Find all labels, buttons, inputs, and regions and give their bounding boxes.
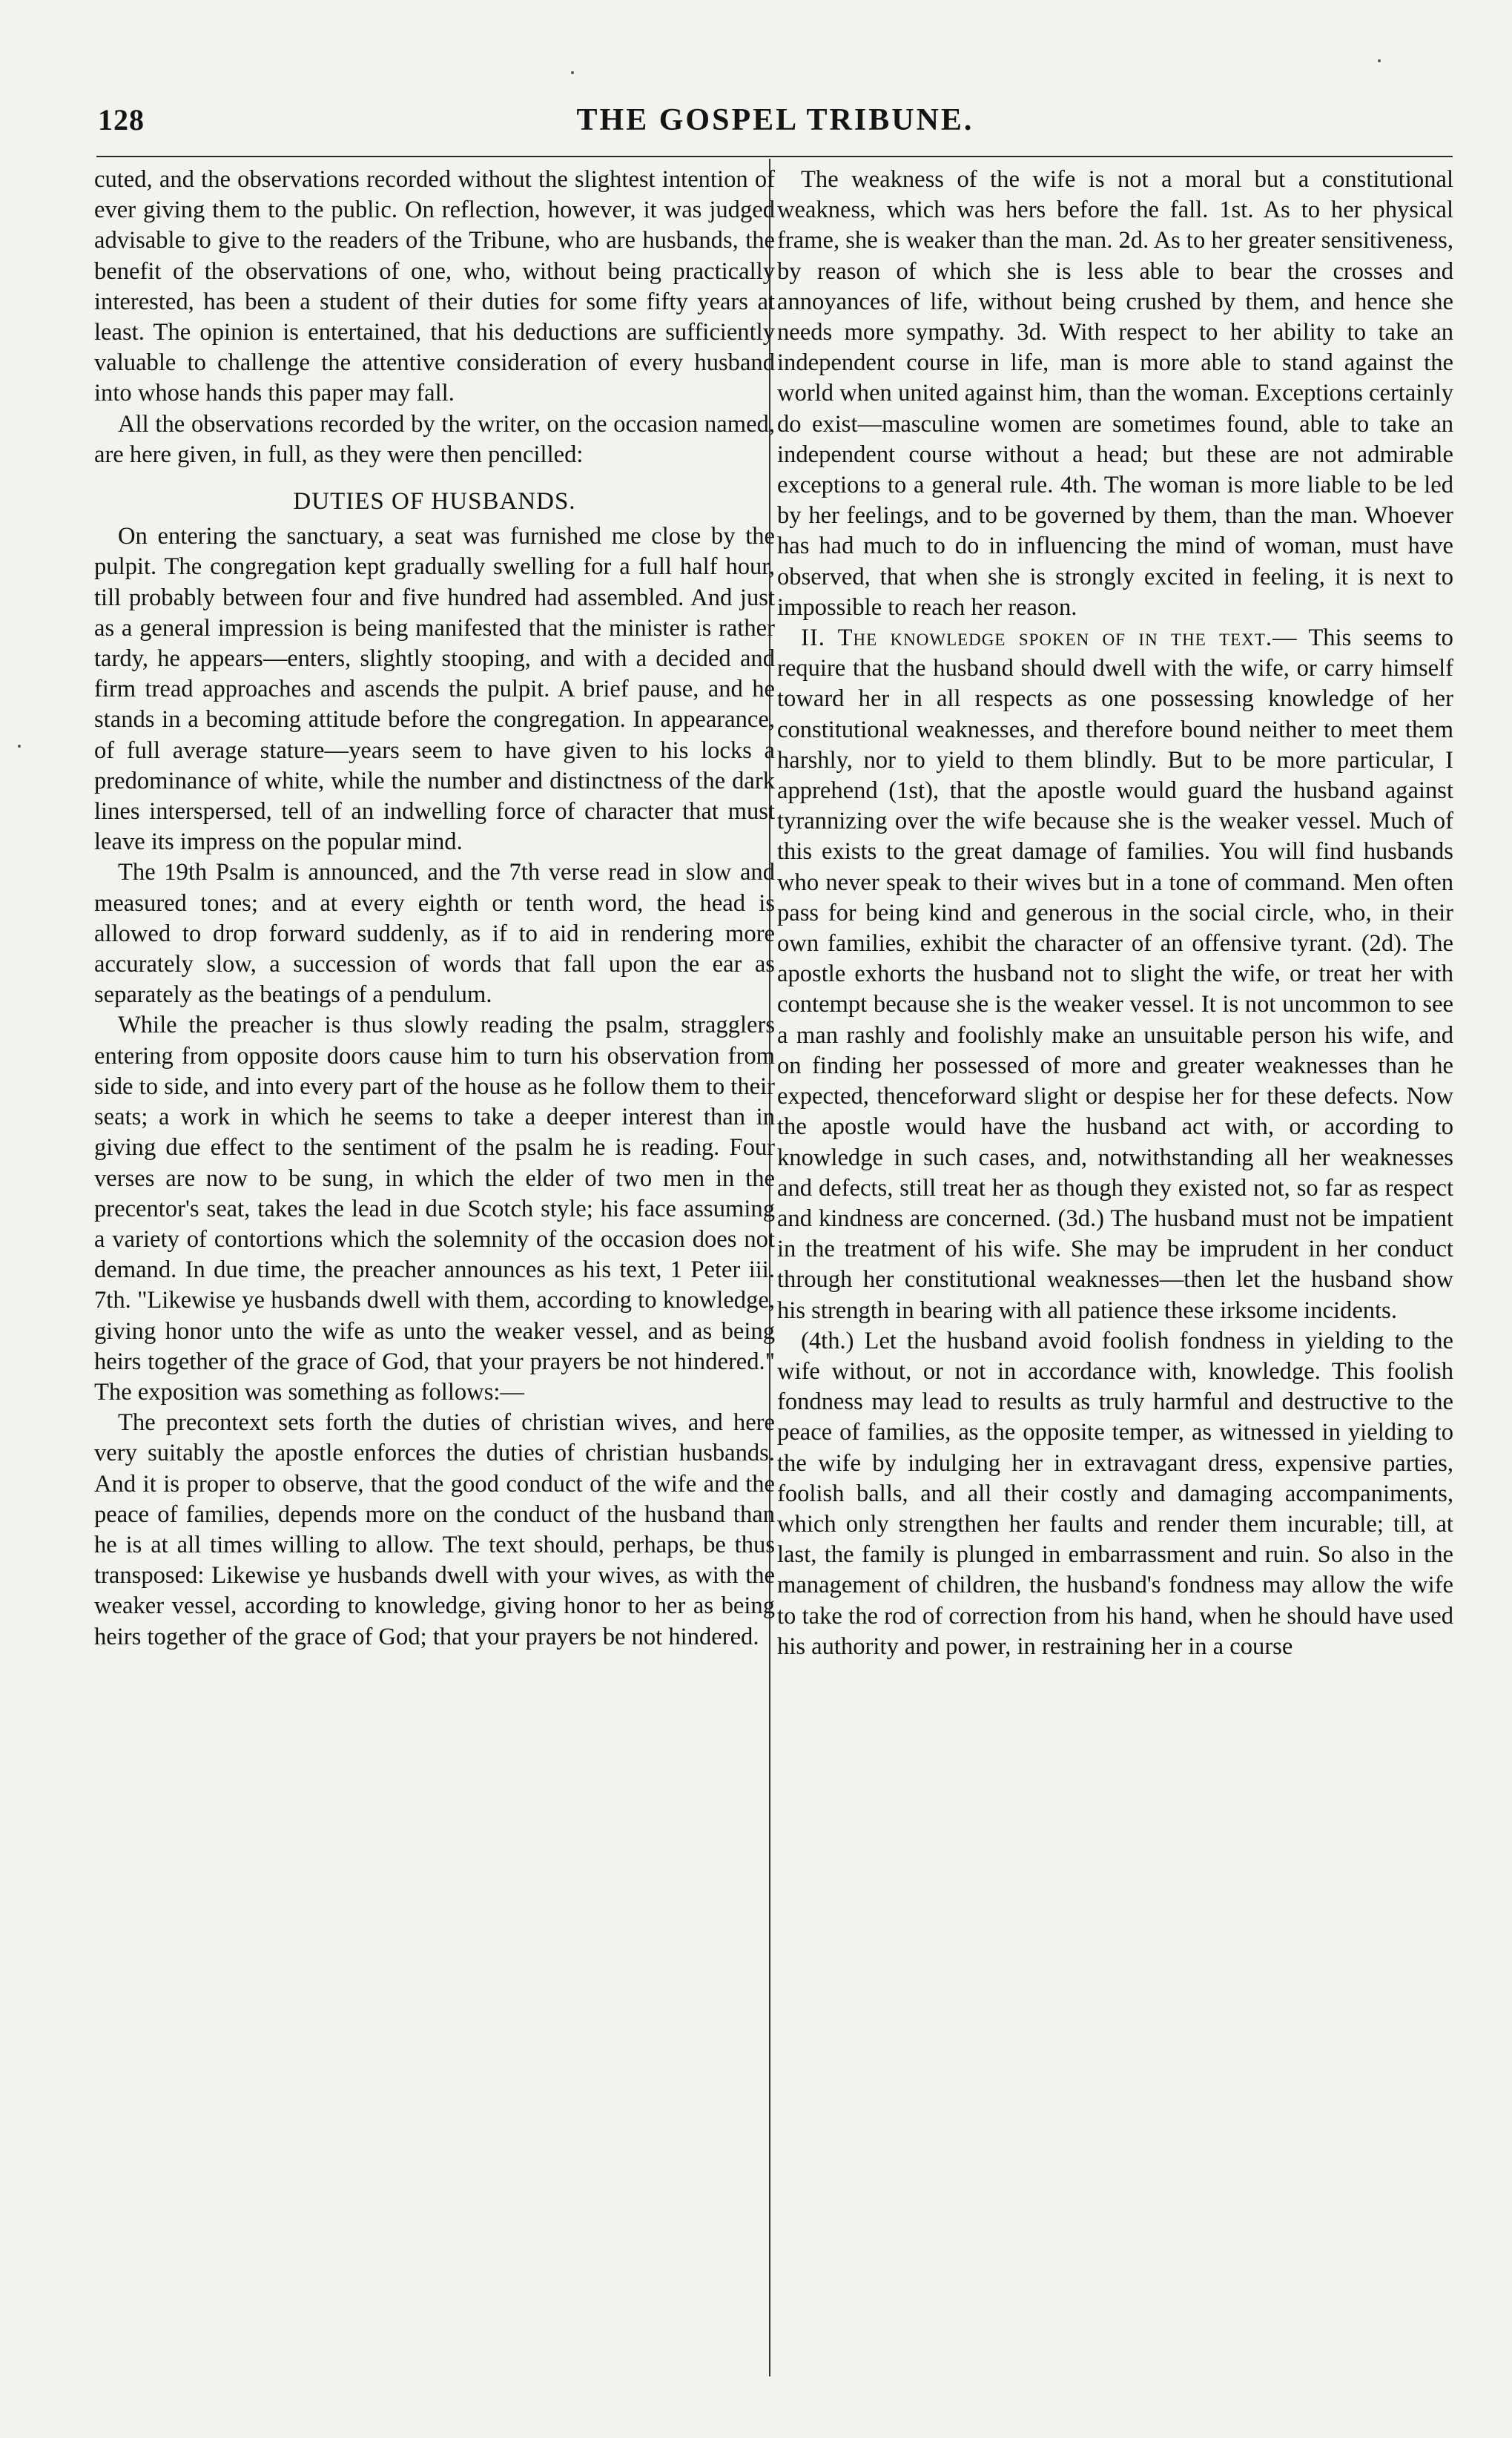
print-speck	[1378, 59, 1381, 62]
section-lead: II. The knowledge spoken of in the text.	[801, 625, 1273, 652]
paragraph: While the preacher is thus slowly reading the psalm, stragglers entering from opposite doors cause him to turn his observation from side to side, and into every part of the house as he follow them to their seats; a work in which he seems to take a deeper interest than in giving due effect to the sentiment of the psalm he is reading. Four verses are now to be sung, in which the elder of two men in the precentor's seat, takes the lead in due Scotch style; his face assuming a variety of contortions which the solemnity of the occasion does not demand. In due time, the preacher announces as his text, 1 Peter iii. 7th. "Likewise ye husbands dwell with them, according to knowledge, giving honor unto the wife as unto the weaker vessel, and as being heirs together of the grace of God, that your prayers be not hindered." The exposition was something as follows:—	[94, 1012, 775, 1406]
paragraph: (4th.) Let the husband avoid foolish fondness in yielding to the wife without, or not in accordance with, knowledge. This foolish fondness may lead to results as truly harmful and destructive to the peace of families, as the opposite temper, as witnessed in yielding to the wife by indulging her in extravagant dress, expensive parties, foolish balls, and all their costly and damaging accompaniments, which only strengthen her faults and render them incurable; till, at last, the family is plunged in embarrassment and ruin. So also in the management of children, the husband's fondness may allow the wife to take the rod of correction from his hand, when he should have used his authority and power, in restraining her in a course	[777, 1327, 1453, 1660]
paragraph: cuted, and the observations recorded without the slightest intention of ever giving them to the public. On reflection, however, it was judged advisable to give to the readers of the Tribune, who are husbands, the benefit of the observations of one, who, without being practically interested, has been a student of their duties for some fifty years at least. The opinion is entertained, that his deductions are sufficiently valuable to challenge the attentive consideration of every husband into whose hands this paper may fall.	[94, 166, 775, 407]
paragraph: The precontext sets forth the duties of christian wives, and here very suitably the apostle enforces the duties of christian husbands. And it is proper to observe, that the good conduct of the wife and the peace of families, depends more on the conduct of the husband than he is at all times willing to allow. The text should, perhaps, be thus transposed: Likewise ye husbands dwell with your wives, as with the weaker vessel, according to knowledge, giving honor to her as being heirs together of the grace of God; that your prayers be not hindered.	[94, 1409, 775, 1650]
print-speck	[18, 745, 21, 748]
paragraph: The 19th Psalm is announced, and the 7th verse read in slow and measured tones; and at every eighth or tenth word, the head is allowed to drop forward suddenly, as if to aid in rendering more accurately slow, a succession of words that fall upon the ear as separately as the beatings of a pendulum.	[94, 859, 775, 1009]
right-column	[777, 165, 1453, 1662]
paragraph: The weakness of the wife is not a moral but a constitutional weakness, which was hers before the fall. 1st. As to her physical frame, she is weaker than the man. 2d. As to her greater sensitiveness, by reason of which she is less able to bear the crosses and annoyances of life, without being crushed by them, and hence she needs more sympathy. 3d. With respect to her ability to take an independent course in life, man is more able to stand against the world when united against him, than the woman. Exceptions certainly do exist—masculine women are sometimes found, able to take an independent course without a head; but these are not admirable exceptions to a general rule. 4th. The woman is more liable to be led by her feelings, and to be governed by them, than the man. Whoever has had much to do in influencing the mind of woman, must have observed, that when she is strongly excited in feeling, it is next to impossible to reach her reason.	[777, 166, 1453, 621]
paragraph: On entering the sanctuary, a seat was furnished me close by the pulpit. The congregation kept gradually swelling for a full half hour, till probably between four and five hundred had assembled. And just as a general impression is being manifested that the minister is rather tardy, he appears—enters, slightly stooping, and with a decided and firm tread approaches and ascends the pulpit. A brief pause, and he stands in a becoming attitude before the congregation. In appearance, of full average stature—years seem to have given to his locks a predominance of white, while the number and distinctness of the dark lines interspersed, tell of an indwelling force of character that must leave its impress on the popular mind.	[94, 523, 775, 856]
print-speck	[571, 71, 574, 74]
paragraph: All the observations recorded by the writer, on the occasion named, are here given, in full, as they were then pencilled:	[94, 410, 775, 468]
left-column	[94, 165, 775, 1653]
page-header	[98, 102, 1453, 154]
paragraph	[777, 623, 1453, 1326]
paragraph-text: — This seems to require that the husband should dwell with the wife, or carry himself toward her in all respects as one possessing knowledge of her constitutional weaknesses, and therefore bound neither to meet them harshly, nor to yield to them blindly. But to be more particular, I apprehend (1st), that the apostle would guard the husband against tyrannizing over the wife because she is the weaker vessel. Much of this exists to the great damage of families. You will find husbands who never speak to their wives but in a tone of command. Men often pass for being kind and generous in the social circle, who, in their own families, exhibit the character of an offensive tyrant. (2d). The apostle exhorts the husband not to slight the wife, or treat her with contempt because she is the weaker vessel. It is not uncommon to see a man rashly and foolishly make an unsuitable person his wife, and on finding her possessed of more and greater weaknesses than he expected, thenceforward slight or despise her for these defects. Now the apostle would have the husband act with, or according to knowledge in such cases, and, notwithstanding all her weaknesses and defects, still treat her as though they existed not, so far as respect and kindness are concerned. (3d.) The husband must not be impatient in the treatment of his wife. She may be imprudent in her conduct through her constitutional weaknesses—then let the husband show his strength in bearing with all patience these irksome incidents.	[777, 625, 1453, 1324]
section-heading: DUTIES OF HUSBANDS.	[293, 488, 576, 515]
page-number: 128	[98, 103, 145, 136]
journal-title: THE GOSPEL TRIBUNE.	[576, 103, 974, 137]
header-rule	[96, 156, 1453, 157]
